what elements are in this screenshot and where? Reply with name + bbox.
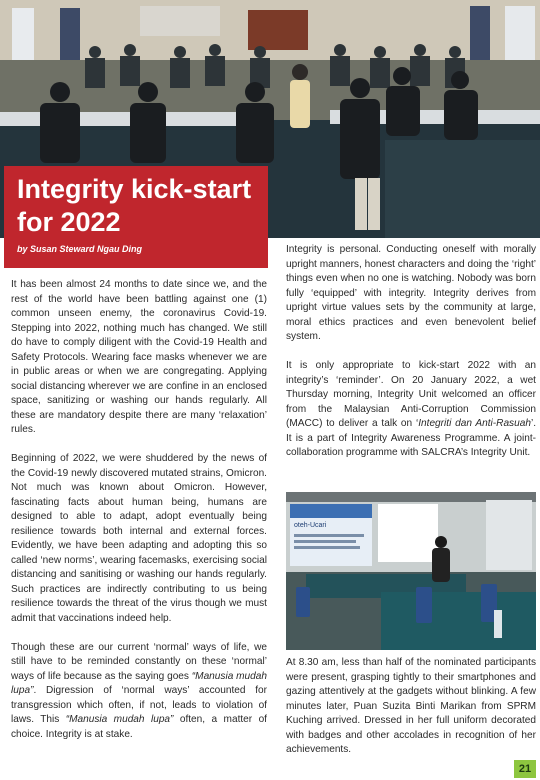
article-byline: by Susan Steward Ngau Ding (17, 244, 143, 254)
paragraph: Integrity is personal. Conducting oneself with morally upright manners, honest characters and doing the ‘right’ things even when no one is watching. Nobody was born fully ‘equipped’ with integrity. Integrity derives from upright virtue values sets by the community at large, moral ethics practices and even benevolent belief system. (286, 244, 536, 342)
left-column (11, 278, 267, 757)
paragraph: It has been almost 24 months to date since we, and the rest of the world have been battling against one (1) common unseen enemy, the coronavirus Covid-19. Stepping into 2022, nothing much has changed. We still do have to comply diligent with the Covid-19 Health and Safety Protocols. Wearing face masks whenever we are in public areas or when we are congregating. Applying social distancing wherever we are confine in an enclosed space, sanitizing or washing our hands regularly. All these are mandatory despite there are many ‘relaxation’ rules. (11, 279, 267, 435)
page-number: 21 (514, 760, 536, 778)
paragraph: It is only appropriate to kick-start 2022 with an integrity’s ‘reminder’. On 20 January 2022, a wet Thursday morning, Integrity Unit welcomed an officer from the Malaysian Anti-Corruption Commission (MACC) to deliver a talk on ‘Integriti dan Anti-Rasuah’. It is a part of Integrity Awareness Programme. A joint-collaboration programme with SALCRA’s Integrity Unit. (286, 360, 536, 458)
paragraph: Beginning of 2022, we were shuddered by the news of the Covid-19 newly discovered mutated strains, Omicron. Not much was known about Omicron. However, fascinating facts about human being, humans are designed to able to adapt, adopt eventually being resilience towards both internal and external forces. Evidently, we have been adapting and adopting this so called ‘new norms’, wearing facemasks, exercising social distancing and sanitising or washing our hands regularly. Such practices are indirectly contributing to us being resilience towards the threat of the virus though we must admit that vaccinations indeed help. (11, 453, 267, 624)
slide-text: oteh-Ucari (294, 522, 327, 529)
paragraph: At 8.30 am, less than half of the nominated participants were present, grasping tightly to their smartphones and gazing attentively at the gadgets without blinking. A few minutes later, Puan Suzita Binti Marikan from SPRM Kuching arrived. Dressed in her full uniform decorated with badges and other accolades in recognition of her achievements. (286, 657, 536, 755)
article-title-box (4, 166, 268, 268)
italic-phrase: “Manusia mudah lupa” (65, 714, 174, 725)
article-title: Integrity kick-start for 2022 (17, 174, 252, 237)
talk-photo (286, 492, 536, 650)
right-column-upper (286, 243, 536, 475)
right-column-lower (286, 656, 536, 772)
italic-phrase: Integriti dan Anti-Rasuah (418, 418, 531, 429)
italic-phrase: “Manusia mudah lupa” (11, 670, 267, 696)
paragraph: Though these are our current ‘normal’ ways of life, we still have to be reminded constantly on these ‘normal’ ways of life because as the saying goes “Manusia mudah lupa”. Digression of ‘normal ways’ accounted for transgression which often, if not, leads to violation of laws. This “Manusia mudah lupa” often, a matter of choice. Integrity is at stake. (11, 641, 267, 740)
